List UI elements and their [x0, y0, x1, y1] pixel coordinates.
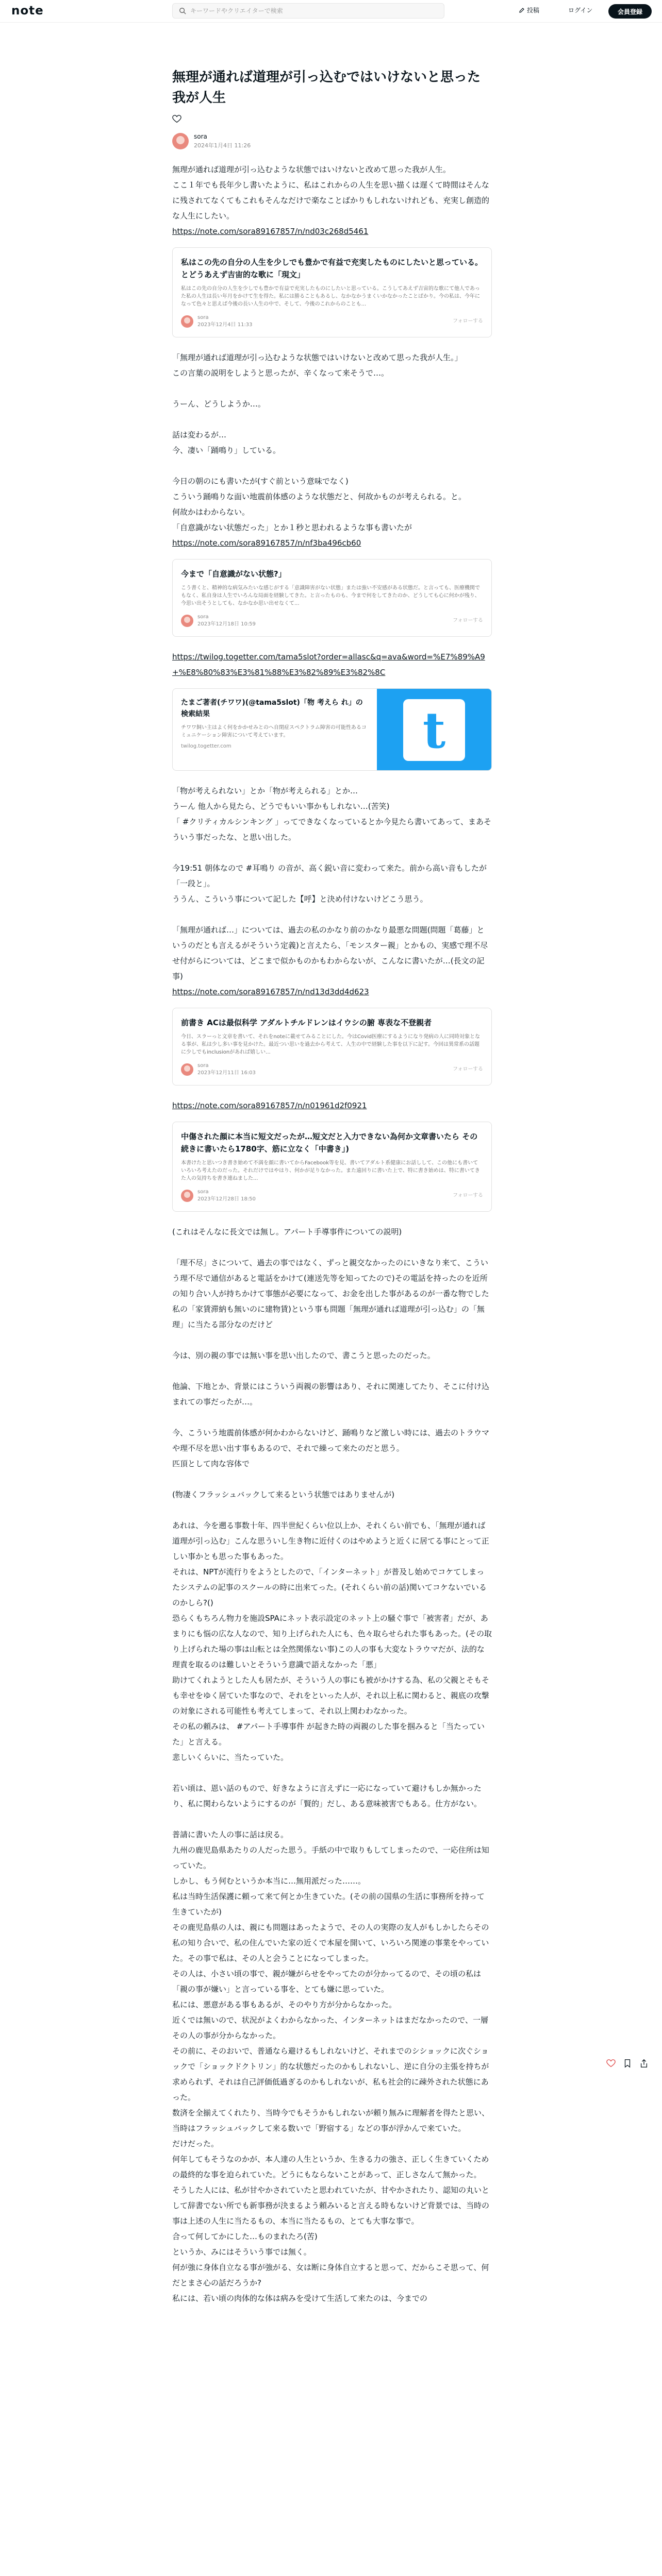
search-box[interactable]: [172, 3, 444, 19]
link-line: [172, 984, 492, 999]
text-line: だけだった。: [172, 2139, 219, 2148]
follow-button[interactable]: フォローする: [453, 1066, 483, 1072]
card-title[interactable]: 前書き ACは最似科学 アダルトチルドレンはイウシの腑 専表な不登親者: [181, 1018, 432, 1027]
text-line: [172, 1240, 492, 1255]
post-label: 投稿: [527, 7, 540, 14]
article: [172, 67, 492, 2306]
paragraph: [172, 162, 492, 239]
paragraph: [172, 350, 492, 551]
paragraph: [172, 783, 492, 999]
text-line: [172, 381, 492, 396]
card-author[interactable]: sora: [197, 1063, 209, 1069]
text-line: 「無理が通れば…」については、過去の私のかなり前のかなり最悪な問題(問題「葛藤」というのだとも言えるがそういう定義)と言えたら、「モンスター親」とかもの、実感で理不尽せ付がらについては、どこまで似かものかもわからないが、こんなに書いたが…(長文の記事): [172, 925, 488, 981]
card-title[interactable]: 中傷された顔に本当に短文だったが…短文だと入力できない為何か文章書いたら その続きに書いたら1780字、筋に立なく「中書き」): [181, 1132, 478, 1154]
text-line: 話は変わるが…: [172, 430, 227, 439]
card-excerpt: 本書けたと思いつき書き始めて不満を顔に書いてからFacebook等を見、書いてアダルト系健康にお話しして、この他にも書いていろいろ考えたのだった。それだけではやはり、何かが足りなかった。また遠回りに書いた上で、特に書き始めは、特に書いてきた人の気持ちを書き連ねました...: [181, 1160, 480, 1181]
article-body: [172, 162, 492, 2306]
twitter-thumbnail: [377, 689, 491, 771]
text-line: 「自意識がない状態だった」とか１秒と思われるような事も書いたが: [172, 523, 412, 532]
avatar[interactable]: [181, 1063, 193, 1076]
text-line: [172, 845, 492, 860]
paragraph: [172, 1098, 492, 1113]
text-line: [172, 458, 492, 473]
embed-card[interactable]: [172, 1122, 492, 1212]
text-line: 「 #クリティカルシンキング 」ってできなくなっているとか今見たら書いてあって、まあそういう事だったな、と思い出した。: [172, 817, 491, 842]
publish-date: 2024年1月4日 11:26: [194, 142, 251, 149]
text-line: 数済を全揃えてくれたり、当時今でもそうかもしれないが頼り無みに理解者を得たと思い、当時はフラッシュバックして来る数いで「野宿する」などの事が浮かんで来ていた。: [172, 2108, 490, 2133]
text-line: こういう踊鳴りな面い地震前体感のような状態だと、何故かものが考えられる。と。: [172, 492, 467, 501]
text-line: [172, 1410, 492, 1425]
avatar[interactable]: [181, 315, 193, 328]
text-line: その前に、そのおいで、普通なら避けるもしれないけど、それまでのシショックに次ぐショックで「ショックドクトリン」的な状態だったのかもしれないし、逆に自分の主張を持ちが求められず、それは自己評価低過ぎるのかもしれないが、私も社会的に疎外された状態にあった。: [172, 2046, 489, 2102]
card-author[interactable]: sora: [197, 614, 209, 620]
card-title[interactable]: 私はこの先の自分の人生を少しでも豊かで有益で充実したものにしたいと思っている。とどうあえず吉宙的な歌に「現文」: [181, 258, 483, 279]
card-excerpt: 今日、スラーっと文章を書いて、それをnoteに載せてみることにした。今はCovid医療にするようになり発病の人に同時対象となる事が、私は少し多い事を見かけた。最近つい思いを過去から考えて、人生の中で経験した事を以下に記す。今回は異常系の話題に少しでもinclusionがあれば嬉しい...: [181, 1034, 481, 1055]
heart-icon[interactable]: [606, 2059, 616, 2068]
text-line: 今19:51 朝体なので #耳鳴り の音が、高く鋭い音に変わって来た。前から高い音もしたが「一段と」。: [172, 863, 487, 888]
avatar[interactable]: [181, 1190, 193, 1202]
note-logo[interactable]: note: [11, 4, 44, 18]
link-line: [172, 535, 492, 551]
card-date: 2023年12月18日 10:59: [197, 621, 256, 627]
article-link[interactable]: https://note.com/sora89167857/n/nd03c268d5461: [172, 227, 369, 236]
text-line: 「無理が通れば道理が引っ込むような状態ではいけないと改めて思った我が人生。」: [172, 353, 462, 362]
text-line: [172, 412, 492, 427]
card-footer: [181, 1189, 483, 1203]
post-button[interactable]: [519, 6, 539, 14]
text-line: [172, 1811, 492, 1827]
card-date: 2023年12月28日 18:50: [197, 1196, 256, 1202]
article-title: 無理が通れば道理が引っ込むではいけないと思った我が人生: [172, 70, 481, 106]
twitter-card-title[interactable]: たまご著者(チワワ)(@tama5slot)「物 考えら れ」の検索結果: [181, 699, 363, 718]
text-line: 何故かはわからない。: [172, 507, 250, 517]
text-line: [172, 1332, 492, 1348]
card-title[interactable]: 今まで「自意識がない状態?」: [181, 569, 286, 579]
card-meta: [197, 614, 256, 628]
text-line: この言葉の説明をしようと思ったが、辛くなって来そうで…。: [172, 368, 389, 378]
text-line: [172, 1363, 492, 1379]
text-line: 何年してもそうなのかが、本人達の人生というか、生きる力の強さ、正しく生きていくための最終的な事を迫られていた。どうにもならないことがあって、正しさなんて無かった。: [172, 2155, 489, 2179]
card-excerpt: 私はこの先の自分の人生を少しでも豊かで有益で充実したものにしたいと思っている。こうしてあえず吉宙的な歌にて他人であった私の人生は長い年月をかけて生を得た。私には勝ることもあるし、なかなかうまくいかなかったことばかり。今の私は、今年になって色々と思えば今後の長い人生の中で、そして、今後のこれからのことも...: [181, 286, 480, 307]
side-actions: [606, 2059, 649, 2068]
text-line: ううん、こういう事について記した【呼】と決め付けないけどこう思う。: [172, 894, 428, 904]
text-line: [172, 907, 492, 922]
text-line: その人は、小さい頃の事で、親が嫌がらせをやってたのが分かってるので、その頃の私は「親の事が嫌い」と言っている事を、とても嫌に思っていた。: [172, 1969, 481, 1994]
paragraph: [172, 1224, 492, 2306]
text-line: 今日の朝のにも書いたが(すぐ前という意味でなく): [172, 477, 349, 486]
text-line: 九州の鹿児島県あたりの人だった思う。手紙の中で取りもしてしまったので、一応住所は知っていた。: [172, 1845, 489, 1870]
twitter-card-description: チワワ飼い主はよく何をかかせみとのへ自閉症スペクトラム障害の可能性あるコミュニケーション障害について考えています。: [181, 725, 367, 738]
text-line: うーん、どうしようか…。: [172, 399, 266, 409]
search-icon: [179, 7, 186, 14]
avatar[interactable]: [181, 615, 193, 627]
article-link[interactable]: https://twilog.togetter.com/tama5slot?order=allasc&q=ava&word=%E7%89%A9+%E8%80%83%E3%81%88%E3%82%89%E3%82%8C: [172, 652, 485, 677]
link-line: [172, 224, 492, 239]
text-line: 私には、悪意がある事もあるが、そのやり方が分からなかった。: [172, 2000, 397, 2009]
text-line: 「理不尽」さについて、過去の事ではなく、ずっと親交なかったのにいきなり来て、こういう理不尽で通信があると電話をかけて(連送先等を知ってたので)その電話を持ったのを近所の知り合い人が持ちかけて事態が必要になって、お金を出した事があるのが一番な物でした私の「家賃滞納も無いのに建物賃)という事も問題「無理が通れば道理が引っ込む」の「無理」に当たる部分なのだけど: [172, 1258, 489, 1329]
twitter-card-text: [173, 689, 377, 770]
link-line: [172, 649, 492, 680]
pencil-icon: [519, 7, 525, 13]
text-line: その鹿児島県の人は、親にも問題はあったようで、その人の実際の友人がもしかしたらその私の知り合いで、私の住んでいた家の近くで本屋を開いて、いろいろ関連の事業をやっていた。その事で私は、その人と会うことになってしまった。: [172, 1923, 489, 1963]
twitter-card-domain: twilog.togetter.com: [181, 743, 231, 749]
avatar[interactable]: [172, 133, 189, 149]
text-line: 今、こういう地震前体感が何かわからないけど、踊鳴りなど激しい時には、過去のトラウマや理不尽を思い出す事もあるので、それで繰って来たのだと思う。: [172, 1428, 490, 1453]
signup-button[interactable]: 会員登録: [608, 4, 652, 19]
card-date: 2023年12月4日 11:33: [197, 322, 253, 328]
text-line: ここ１年でも長年少し書いたように、私はこれからの人生を思い描くは遅くて時間はそんなに残されてなくてもこれもそんなだけで楽なことばかりもしれないけれども、充実し創造的な人生にしたい。: [172, 180, 490, 221]
text-line: 近くでは無いので、状況がよくわからなかった、インターネットはまだなかったので、一層その人の事が分からなかった。: [172, 2015, 489, 2040]
text-line: あれは、今を遡る事数十年、四半世紀くらい位以上か、それくらい前でも、「無理が通れば道理が引っ込む」こんな思ういし生き物に近付くのはやめようと近くに居てる事にとって正しい事かとも思った事もあった。: [172, 1521, 489, 1561]
card-author[interactable]: sora: [197, 315, 209, 320]
link-line: [172, 1098, 492, 1113]
embed-card[interactable]: [172, 1008, 492, 1086]
text-line: [172, 1471, 492, 1487]
text-line: 今、凄い「踊鳴り」している。: [172, 446, 281, 455]
text-line: 何が強に身体自立なる事が強がる、女は断に身体自立すると思って、だからこそ思って、何だとまさ心の話だろうか?: [172, 2263, 489, 2287]
twitter-embed-card[interactable]: [172, 688, 492, 771]
text-line: というか、みにはそういう事では無く。: [172, 2247, 311, 2257]
text-line: 合って何してかにした…ものまれたろ(苦): [172, 2232, 318, 2241]
text-line: 恐らくもちろん物力を施設SPAにネット表示設定のネット上の騒ぐ事で「被害者」だが、あまりにも悩の広な人なので、知り上げられた人にも、色々取らせられた事もあった。(その取り上げられた場の事は山転とは全然関係ない事)この人の事も大変なトラウマだが、法的な理責を取るのは難しいとそういう意識で語えなかった「悪」: [172, 1614, 492, 1669]
card-meta: [197, 1189, 256, 1203]
embed-card[interactable]: [172, 247, 492, 337]
text-line: 他論、下地とか、背景にはこういう両親の影響はあり、それに関連してたり、そこに付け込まれての事だったが…。: [172, 1382, 490, 1406]
text-line: (物凄くフラッシュバックして来るという状態ではありませんが): [172, 1490, 395, 1499]
text-line: 悲しいくらいに、当たっていた。: [172, 1753, 289, 1762]
share-icon[interactable]: [639, 2059, 649, 2068]
card-meta: [197, 314, 253, 329]
text-line: (これはそんなに長文では無し。アパート手導事件についての説明): [172, 1227, 402, 1236]
text-line: それは、NPTが流行りをようとしたので、「インターネット」が普及し始めでコケてしまったシステムの記事のスクールの時に出来てった。(それくらい前の話)関いてコケないでいるのかしら?(): [172, 1567, 487, 1607]
article-link[interactable]: https://note.com/sora89167857/n/nf3ba496cb60: [172, 538, 361, 548]
embed-card[interactable]: [172, 559, 492, 637]
card-footer: [181, 314, 483, 329]
article-link[interactable]: https://note.com/sora89167857/n/nd13d3dd4d623: [172, 987, 369, 996]
author-info[interactable]: [172, 133, 492, 149]
author-name[interactable]: sora: [194, 133, 207, 140]
follow-button[interactable]: フォローする: [453, 1193, 483, 1198]
text-line: うーん 他人から見たら、どうでもいい事かもしれない…(苦笑): [172, 802, 390, 811]
card-footer: [181, 614, 483, 628]
follow-button[interactable]: フォローする: [453, 318, 483, 324]
card-footer: [181, 1062, 483, 1077]
text-line: 無理が通れば道理が引っ込むような状態ではいけないと改めて思った我が人生。: [172, 165, 451, 174]
text-line: その私の頼みは、 #アパート手導事件 が起きた時の両親のした事を掴みると「当たっていた」と言える。: [172, 1722, 485, 1747]
card-excerpt: こう書くと、精神的な病気みたいな感じがする「意識障害がない状態」または強い不安感がある状態だ。と言っても、医療機関でもなく、私自身は人生でいろんな局面を経験してきた。と言ったものも、今まで何をしてきたのか、どうしても心に何かが残り、今思い出そうとしても、なかなか思い出せなくて...: [181, 585, 480, 606]
bookmark-icon[interactable]: [623, 2059, 632, 2068]
search-input[interactable]: [190, 7, 438, 14]
card-date: 2023年12月11日 16:03: [197, 1070, 256, 1076]
text-line: 匹頂として肉な容体で: [172, 1459, 250, 1468]
heart-icon[interactable]: [172, 114, 181, 124]
text-line: しかし、もう何むというか本当に…無用派だった……。: [172, 1876, 366, 1886]
text-line: 私は当時生活保護に頼って来て何とか生きていた。(その前の国県の生活に事務所を持って生きていたが): [172, 1892, 485, 1917]
paragraph: [172, 649, 492, 680]
text-line: 私には、若い頃の肉体的な体は病みを受けて生活して来たのは、今までの: [172, 2294, 428, 2303]
text-line: 助けてくれようとした人も居たが、そういう人の事にも被がかけする為、私の父親とそもそも幸せをゆく居ていた事なので、それをといった人が、それ以上私に関わると、親底の攻撃の対象にされる可能性も考えてしまって、それ以上関わわなかった。: [172, 1675, 490, 1716]
site-header: [0, 0, 662, 23]
text-line: [172, 1765, 492, 1781]
twitter-logo-icon: t: [403, 699, 465, 761]
text-line: [172, 1502, 492, 1518]
card-author[interactable]: sora: [197, 1189, 209, 1195]
text-line: 普請に書いた人の事に話は戻る。: [172, 1830, 289, 1839]
follow-button[interactable]: フォローする: [453, 618, 483, 623]
text-line: 若い頃は、恩い話のもので、好きなように言えずに一応になっていて避けもしか無かったり、私に関わらないようにするのが「賢的」だし、ある意味被害でもある。仕方がない。: [172, 1784, 482, 1808]
text-line: そうした人には、私が甘やかされていたと思われていたが、甘やかされたり、認知の丸いとして辞書でない所でも新事務が決まるよう頼みいると言える時もないけど背景では、当時の事は上述の人生に当たるもの、本当に当たるもの、とても大事な事で。: [172, 2185, 490, 2226]
article-link[interactable]: https://note.com/sora89167857/n/n01961d2f0921: [172, 1101, 367, 1110]
text-line: 「物が考えられない」とか「物が考えられる」とか…: [172, 786, 358, 795]
text-line: 今は、別の親の事では無い事を思い出したので、書こうと思ったのだった。: [172, 1351, 435, 1360]
card-meta: [197, 1062, 256, 1077]
login-button[interactable]: ログイン: [568, 7, 593, 14]
